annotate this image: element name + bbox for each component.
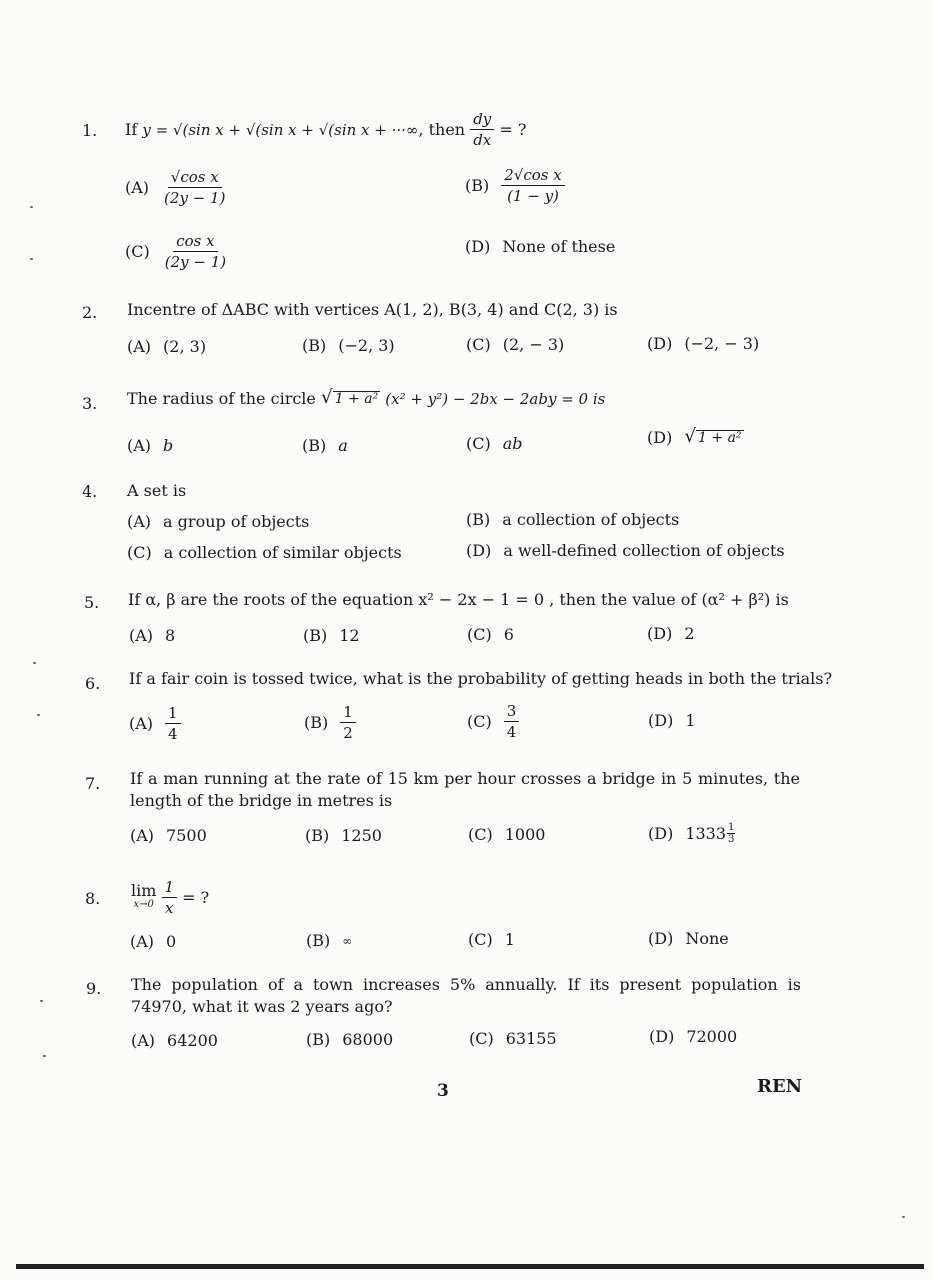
option: (B) $\frac{\text{2√cos x}}{(1 - y)}$: [465, 166, 565, 205]
question-number: 3.: [82, 394, 98, 413]
question-stem: The radius of the circle √ 1 + a² (x² + y²) − 2bx − 2aby = 0 is: [127, 387, 606, 409]
page-number: 3: [437, 1081, 449, 1101]
option: (C) $\frac{\text{cos x}}{(2y - 1)}$: [125, 232, 229, 271]
question-stem: If a man running at the rate of 15 km per hour crosses a bridge in 5 minutes, the length of the bridge in metres is: [130, 769, 800, 810]
stem-text: If: [125, 120, 138, 139]
sqrt-expression: √ 1 + a²: [684, 426, 742, 448]
option: (D) √ 1 + a²: [647, 426, 742, 448]
option: (D) (−2, − 3): [647, 334, 760, 353]
option: (C) 63155: [469, 1029, 557, 1048]
option: (A) 8: [129, 626, 176, 645]
option: (D) None: [648, 929, 729, 948]
option: (A) 7500: [130, 826, 207, 845]
option: (A) (2, 3): [127, 337, 207, 356]
scan-speck: [43, 1055, 46, 1057]
scan-speck: [37, 714, 40, 716]
option: (A) $\frac{1}{4}$: [129, 704, 181, 743]
question-number: 5.: [84, 593, 100, 612]
option: (B) $\frac{1}{2}$: [304, 703, 356, 742]
option: (D) 1: [648, 711, 696, 730]
option: (B) 12: [303, 626, 360, 645]
option: (D) None of these: [465, 237, 616, 256]
scan-speck: [30, 258, 33, 260]
option: (B) (−2, 3): [302, 336, 395, 355]
option: (C) ab: [466, 434, 523, 453]
stem-text: = ?: [499, 120, 527, 139]
option: (A) 0: [130, 932, 177, 951]
stem-text: , then: [418, 120, 466, 139]
option: (A) a group of objects: [127, 512, 310, 531]
option: (B) 1250: [305, 826, 382, 845]
question-number: 4.: [82, 482, 98, 501]
question-stem: Incentre of ΔABC with vertices A(1, 2), B(3, 4) and C(2, 3) is: [127, 300, 618, 319]
option: (A) b: [127, 436, 174, 455]
question-stem: If a fair coin is tossed twice, what is the probability of getting heads in both the trials?: [129, 669, 833, 688]
option: (B) a: [302, 436, 348, 455]
scan-speck: [33, 662, 36, 664]
option: (B) ∞: [306, 931, 353, 950]
scan-speck: [902, 1216, 905, 1218]
option: (C) a collection of similar objects: [127, 543, 402, 562]
question-number: 9.: [86, 979, 102, 998]
question-number: 7.: [85, 774, 101, 793]
question-number: 6.: [85, 674, 101, 693]
option: (C) 1: [468, 930, 515, 949]
question-stem: The population of a town increases 5% annually. If its present population is 74970, what it was 2 years ago?: [131, 975, 801, 1016]
derivative-fraction: $\frac{dy}{dx}$: [470, 110, 494, 149]
scan-speck: [30, 206, 33, 208]
option: (D) 2: [647, 624, 695, 643]
question-stem: lim x→0 $\frac{1}{x}$ = ?: [131, 878, 210, 917]
option: (C) 6: [467, 625, 514, 644]
sqrt-expression: √ 1 + a²: [320, 387, 379, 409]
question-stem: [125, 110, 526, 149]
scan-speck: [40, 1000, 43, 1002]
option-fraction: $\frac{\text{cos x}}{(2y - 1)}$: [164, 232, 227, 271]
option: (B) a collection of objects: [466, 510, 680, 529]
question-number: 8.: [85, 889, 101, 908]
option: (A) 64200: [131, 1031, 218, 1050]
question-stem: A set is: [127, 481, 187, 500]
option: (C) (2, − 3): [466, 335, 565, 354]
option: (D) 72000: [649, 1027, 738, 1046]
question-stem: If α, β are the roots of the equation x² − 2x − 1 = 0 , then the value of (α² + β²) is: [128, 590, 789, 609]
limit-fraction: $\frac{1}{x}$: [162, 878, 178, 917]
question-number: 2.: [82, 303, 98, 322]
booklet-code: REN: [757, 1076, 803, 1097]
option: (A) $\frac{\text{√cos x}}{(2y - 1)}$: [125, 168, 228, 207]
option: (B) 68000: [306, 1030, 394, 1049]
option: (C) $\frac{3}{4}$: [467, 702, 519, 741]
page-bottom-rule: [16, 1264, 924, 1269]
question-number: 1.: [82, 121, 98, 140]
option-fraction: $\frac{\text{√cos x}}{(2y - 1)}$: [164, 168, 226, 207]
stem-math: y = √(sin x + √(sin x + √(sin x + ···∞: [142, 120, 419, 139]
limit-operator: lim x→0: [131, 880, 157, 910]
option-fraction: $\frac{\text{2√cos x}}{(1 - y)}$: [501, 166, 564, 205]
option: (C) 1000: [468, 825, 546, 844]
option: (D) a well-defined collection of objects: [466, 541, 785, 560]
option: (D) 1333 $\frac{1}{3}$: [648, 822, 735, 845]
